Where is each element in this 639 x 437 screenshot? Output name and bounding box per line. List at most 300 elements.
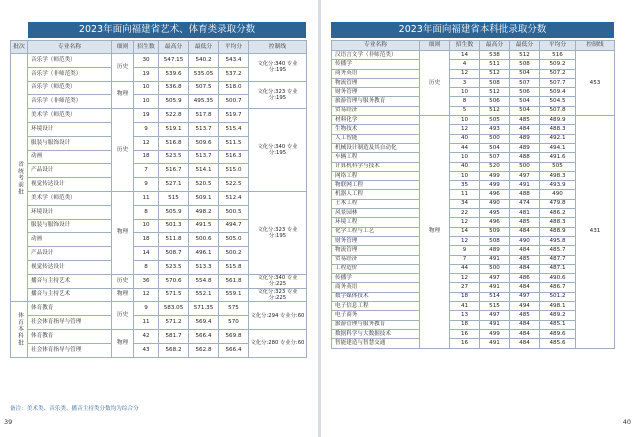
avg-score: 487.7: [540, 255, 576, 264]
min-score: 484: [510, 339, 540, 348]
min-score: 488: [510, 153, 540, 162]
min-score: 484: [510, 283, 540, 292]
header-cell: 最高分: [159, 41, 189, 54]
avg-score: 570: [219, 316, 249, 330]
detail-cell: 历史: [112, 54, 134, 82]
max-score: 496: [480, 218, 510, 227]
major-name: 生物技术: [332, 125, 420, 134]
enroll-count: 12: [450, 69, 480, 78]
table-row: [332, 88, 615, 97]
table-row: [11, 329, 307, 343]
enroll-count: 18: [450, 292, 480, 301]
control-line: 文化分:280 专业分:60: [249, 329, 307, 357]
detail-cell: 物理: [420, 116, 450, 348]
enroll-count: 42: [134, 329, 159, 343]
header-cell: 最高分: [480, 41, 510, 51]
avg-score: 569.8: [219, 329, 249, 343]
header-cell: 细则: [420, 41, 450, 51]
avg-score: 495.8: [540, 236, 576, 245]
min-score: 507: [510, 78, 540, 87]
max-score: 493: [480, 125, 510, 134]
max-score: 515: [159, 191, 189, 205]
table-row: [332, 162, 615, 171]
table-row: [332, 246, 615, 255]
avg-score: 507.2: [540, 69, 576, 78]
min-score: 569.4: [189, 316, 219, 330]
max-score: 527.1: [159, 178, 189, 192]
enroll-count: 9: [134, 178, 159, 192]
enroll-count: 30: [134, 54, 159, 68]
max-score: 539.6: [159, 67, 189, 81]
major-name: 物流管理: [332, 246, 420, 255]
header-cell: 控制线: [249, 41, 307, 54]
min-score: 513.3: [189, 260, 219, 274]
avg-score: 516: [540, 51, 576, 60]
avg-score: 543.4: [219, 54, 249, 68]
table-row: [332, 116, 615, 125]
major-name: 社会体育指导与管理: [28, 343, 112, 357]
max-score: 504: [480, 143, 510, 152]
avg-score: 509.2: [540, 60, 576, 69]
min-score: 507.5: [189, 81, 219, 95]
enroll-count: 10: [134, 219, 159, 233]
left-table-title: 2023年面向福建省艺术、体育类录取分数: [28, 22, 306, 38]
enroll-count: 18: [134, 150, 159, 164]
detail-cell: 物理: [112, 329, 134, 357]
min-score: 513.7: [189, 150, 219, 164]
major-name: 动画: [28, 150, 112, 164]
major-name: 传播学: [332, 60, 420, 69]
min-score: 486: [510, 274, 540, 283]
min-score: 554.8: [189, 274, 219, 288]
min-score: 513.7: [189, 122, 219, 136]
art-sport-score-table: [10, 40, 307, 358]
major-name: 电子商务: [332, 311, 420, 320]
enroll-count: 9: [134, 302, 159, 316]
major-name: 音乐学（师范类）: [28, 81, 112, 95]
min-score: 509.6: [189, 136, 219, 150]
table-row: [332, 255, 615, 264]
major-name: 数据科学与大数据技术: [332, 329, 420, 338]
min-score: 562.8: [189, 343, 219, 357]
detail-cell: 历史: [112, 302, 134, 330]
table-row: [332, 320, 615, 329]
major-name: 服装与服饰设计: [28, 136, 112, 150]
enroll-count: 10: [450, 153, 480, 162]
enroll-count: 7: [450, 255, 480, 264]
avg-score: 500.5: [219, 205, 249, 219]
min-score: 485: [510, 116, 540, 125]
detail-cell: 物理: [112, 81, 134, 109]
enroll-count: 35: [450, 181, 480, 190]
enroll-count: 12: [134, 288, 159, 302]
min-score: 494: [510, 302, 540, 311]
major-name: 动画: [28, 233, 112, 247]
table-row: [11, 274, 307, 288]
major-name: 贸易经济: [332, 106, 420, 115]
avg-score: 490: [540, 190, 576, 199]
max-score: 571.5: [159, 288, 189, 302]
major-name: 体育教育: [28, 302, 112, 316]
max-score: 505.9: [159, 95, 189, 109]
max-score: 511: [480, 60, 510, 69]
major-name: 传播学: [332, 274, 420, 283]
header-cell: 控制线: [576, 41, 615, 51]
min-score: 535.05: [189, 67, 219, 81]
min-score: 509.1: [189, 191, 219, 205]
table-row: [332, 69, 615, 78]
table-row: [332, 134, 615, 143]
enroll-count: 4: [450, 60, 480, 69]
max-score: 547.15: [159, 54, 189, 68]
max-score: 507: [480, 153, 510, 162]
min-score: 500: [510, 162, 540, 171]
enroll-count: 36: [134, 274, 159, 288]
enroll-count: 16: [450, 339, 480, 348]
avg-score: 512.4: [219, 191, 249, 205]
max-score: 508: [480, 78, 510, 87]
min-score: 484: [510, 227, 540, 236]
table-row: [11, 54, 307, 68]
enroll-count: 10: [134, 81, 159, 95]
max-score: 523.5: [159, 150, 189, 164]
table-row: [332, 171, 615, 180]
header-cell: 招生数: [450, 41, 480, 51]
min-score: 552.1: [189, 288, 219, 302]
header-cell: 细则: [112, 41, 134, 54]
major-name: 化学工程与工艺: [332, 227, 420, 236]
table-row: [332, 190, 615, 199]
table-row: [11, 288, 307, 302]
avg-score: 566.4: [219, 343, 249, 357]
max-score: 516.7: [159, 164, 189, 178]
avg-score: 515.8: [219, 260, 249, 274]
avg-score: 486.7: [540, 283, 576, 292]
enroll-count: 12: [450, 236, 480, 245]
table-row: [332, 153, 615, 162]
major-name: 美术学（师范类）: [28, 191, 112, 205]
max-score: 495: [480, 209, 510, 218]
min-score: 571.35: [189, 302, 219, 316]
table-row: [11, 302, 307, 316]
major-name: 土木工程: [332, 199, 420, 208]
enroll-count: 9: [134, 122, 159, 136]
major-name: 体育教育: [28, 329, 112, 343]
table-row: [11, 109, 307, 123]
enroll-count: 12: [450, 218, 480, 227]
avg-score: 488.3: [540, 125, 576, 134]
detail-cell: 历史: [112, 109, 134, 192]
enroll-count: 14: [450, 227, 480, 236]
major-name: 视觉传达设计: [28, 260, 112, 274]
min-score: 490: [510, 236, 540, 245]
min-score: 484: [510, 320, 540, 329]
enroll-count: 18: [134, 233, 159, 247]
max-score: 515: [480, 302, 510, 311]
major-name: 服装与服饰设计: [28, 219, 112, 233]
avg-score: 515.4: [219, 122, 249, 136]
control-line: 文化分:340 专业分:195: [249, 109, 307, 192]
min-score: 498.2: [189, 205, 219, 219]
min-score: 485: [510, 255, 540, 264]
page-number: 39: [4, 418, 13, 426]
major-name: 物联网工程: [332, 181, 420, 190]
enroll-count: 40: [450, 134, 480, 143]
avg-score: 492.1: [540, 134, 576, 143]
enroll-count: 8: [134, 205, 159, 219]
max-score: 568.2: [159, 343, 189, 357]
major-name: 环境工程: [332, 218, 420, 227]
header-cell: 招生数: [134, 41, 159, 54]
min-score: 506: [510, 88, 540, 97]
detail-cell: 历史: [420, 51, 450, 116]
avg-score: 488.3: [540, 218, 576, 227]
avg-score: 519.7: [219, 109, 249, 123]
batch-cell: 省统考前批: [11, 54, 28, 302]
control-line: 文化分:323 专业分:195: [249, 81, 307, 109]
max-score: 514: [480, 292, 510, 301]
major-name: 产品设计: [28, 247, 112, 261]
avg-score: 491.6: [540, 153, 576, 162]
avg-score: 486.2: [540, 209, 576, 218]
max-score: 508.7: [159, 247, 189, 261]
avg-score: 485.6: [540, 339, 576, 348]
enroll-count: 44: [450, 143, 480, 152]
header-cell: 平均分: [219, 41, 249, 54]
detail-cell: 物理: [112, 191, 134, 274]
right-table-title: 2023年面向福建省本科批录取分数: [331, 22, 614, 38]
table-row: [332, 181, 615, 190]
enroll-count: 11: [134, 191, 159, 205]
avg-score: 511.5: [219, 136, 249, 150]
max-score: 499: [480, 329, 510, 338]
avg-score: 501.2: [540, 292, 576, 301]
major-name: 工程造价: [332, 264, 420, 273]
avg-score: 505.0: [219, 233, 249, 247]
max-score: 490: [480, 199, 510, 208]
max-score: 583.05: [159, 302, 189, 316]
min-score: 496.1: [189, 247, 219, 261]
major-name: 贸易经济: [332, 255, 420, 264]
table-row: [332, 78, 615, 87]
min-score: 517.8: [189, 109, 219, 123]
major-name: 数字媒体技术: [332, 292, 420, 301]
max-score: 581.7: [159, 329, 189, 343]
table-row: [332, 199, 615, 208]
major-name: 音乐学（非师范类）: [28, 67, 112, 81]
max-score: 509: [480, 227, 510, 236]
major-name: 材料化学: [332, 116, 420, 125]
enroll-count: 11: [450, 190, 480, 199]
min-score: 497: [510, 292, 540, 301]
avg-score: 485.7: [540, 246, 576, 255]
max-score: 519.1: [159, 122, 189, 136]
min-score: 491.5: [189, 219, 219, 233]
avg-score: 561.8: [219, 274, 249, 288]
table-row: [11, 191, 307, 205]
major-name: 电子信息工程: [332, 302, 420, 311]
enroll-count: 27: [450, 283, 480, 292]
enroll-count: 16: [450, 329, 480, 338]
avg-score: 494.1: [540, 143, 576, 152]
enroll-count: 14: [450, 51, 480, 60]
avg-score: 494.7: [219, 219, 249, 233]
enroll-count: 9: [450, 246, 480, 255]
major-name: 环境设计: [28, 122, 112, 136]
avg-score: 505: [540, 162, 576, 171]
avg-score: 516.3: [219, 150, 249, 164]
min-score: 488: [510, 190, 540, 199]
table-row: [332, 60, 615, 69]
min-score: 491: [510, 181, 540, 190]
major-name: 旅游管理与服务教育: [332, 320, 420, 329]
header-cell: 批次: [11, 41, 28, 54]
enroll-count: 11: [134, 316, 159, 330]
header-cell: 专业名称: [332, 41, 420, 51]
major-name: 播音与主持艺术: [28, 288, 112, 302]
max-score: 496: [480, 190, 510, 199]
table-row: [332, 209, 615, 218]
control-line: 文化分:323 专业分:225: [249, 288, 307, 302]
enroll-count: 34: [450, 199, 480, 208]
avg-score: 515.0: [219, 164, 249, 178]
major-name: 计算机科学与技术: [332, 162, 420, 171]
undergrad-score-table: [331, 40, 615, 349]
max-score: 523.5: [159, 260, 189, 274]
enroll-count: 18: [450, 320, 480, 329]
table-header-row: [11, 41, 307, 54]
major-name: 汉语言文学（非师范类）: [332, 51, 420, 60]
major-name: 人工智能: [332, 134, 420, 143]
max-score: 499: [480, 181, 510, 190]
max-score: 491: [480, 339, 510, 348]
min-score: 484: [510, 246, 540, 255]
control-line: 431: [576, 116, 615, 348]
max-score: 538: [480, 51, 510, 60]
max-score: 512: [480, 69, 510, 78]
max-score: 508: [480, 236, 510, 245]
enroll-count: 43: [134, 343, 159, 357]
batch-cell: 体育本科批: [11, 302, 28, 357]
major-name: 风景园林: [332, 209, 420, 218]
avg-score: 500.7: [219, 95, 249, 109]
header-cell: 专业名称: [28, 41, 112, 54]
max-score: 512: [480, 106, 510, 115]
table-row: [332, 236, 615, 245]
min-score: 495.35: [189, 95, 219, 109]
major-name: 音乐学（师范类）: [28, 54, 112, 68]
enroll-count: 13: [450, 311, 480, 320]
major-name: 视觉传达设计: [28, 178, 112, 192]
control-line: 文化分:340 专业分:195: [249, 54, 307, 82]
table-row: [332, 106, 615, 115]
enroll-count: 10: [450, 88, 480, 97]
avg-score: 507.7: [540, 78, 576, 87]
major-name: 机械设计制造及其自动化: [332, 143, 420, 152]
max-score: 491: [480, 283, 510, 292]
table-row: [332, 274, 615, 283]
enroll-count: 22: [450, 209, 480, 218]
avg-score: 489.9: [540, 116, 576, 125]
enroll-count: 12: [134, 136, 159, 150]
min-score: 485: [510, 218, 540, 227]
max-score: 511.8: [159, 233, 189, 247]
min-score: 489: [510, 134, 540, 143]
major-name: 音乐学（非师范类）: [28, 95, 112, 109]
enroll-count: 40: [450, 162, 480, 171]
major-name: 财务管理: [332, 236, 420, 245]
table-row: [332, 218, 615, 227]
min-score: 489: [510, 143, 540, 152]
min-score: 508: [510, 60, 540, 69]
enroll-count: 3: [450, 78, 480, 87]
max-score: 512: [480, 88, 510, 97]
control-line: 文化分:340 专业分:225: [249, 274, 307, 288]
enroll-count: 10: [450, 116, 480, 125]
table-row: [332, 264, 615, 273]
min-score: 484: [510, 125, 540, 134]
table-row: [332, 97, 615, 106]
enroll-count: 12: [450, 274, 480, 283]
max-score: 500: [480, 264, 510, 273]
major-name: 美术学（师范类）: [28, 109, 112, 123]
avg-score: 490.6: [540, 274, 576, 283]
max-score: 516.8: [159, 136, 189, 150]
table-row: [332, 311, 615, 320]
max-score: 505.9: [159, 205, 189, 219]
enroll-count: 41: [450, 302, 480, 311]
table-row: [332, 125, 615, 134]
major-name: 社会体育指导与管理: [28, 316, 112, 330]
left-page: [0, 0, 318, 437]
avg-score: 518.0: [219, 81, 249, 95]
max-score: 536.8: [159, 81, 189, 95]
min-score: 500.6: [189, 233, 219, 247]
table-header-row: [332, 41, 615, 51]
table-row: [332, 339, 615, 348]
major-name: 商务英语: [332, 69, 420, 78]
avg-score: 485.1: [540, 320, 576, 329]
avg-score: 537.2: [219, 67, 249, 81]
max-score: 506: [480, 97, 510, 106]
enroll-count: 8: [450, 97, 480, 106]
avg-score: 500.2: [219, 247, 249, 261]
max-score: 491: [480, 255, 510, 264]
avg-score: 507.8: [540, 106, 576, 115]
avg-score: 559.1: [219, 288, 249, 302]
major-name: 商务英语: [332, 283, 420, 292]
table-row: [332, 283, 615, 292]
enroll-count: 19: [134, 67, 159, 81]
avg-score: 522.5: [219, 178, 249, 192]
table-row: [332, 51, 615, 60]
major-name: 机器人工程: [332, 190, 420, 199]
enroll-count: 14: [134, 247, 159, 261]
avg-score: 575: [219, 302, 249, 316]
enroll-count: 10: [450, 171, 480, 180]
major-name: 旅游管理与服务教育: [332, 97, 420, 106]
min-score: 474: [510, 199, 540, 208]
control-line: 453: [576, 51, 615, 116]
min-score: 497: [510, 171, 540, 180]
avg-score: 504.5: [540, 97, 576, 106]
enroll-count: 7: [134, 164, 159, 178]
table-row: [332, 329, 615, 338]
detail-cell: 历史: [112, 274, 134, 288]
min-score: 512: [510, 51, 540, 60]
min-score: 481: [510, 209, 540, 218]
max-score: 497: [480, 311, 510, 320]
